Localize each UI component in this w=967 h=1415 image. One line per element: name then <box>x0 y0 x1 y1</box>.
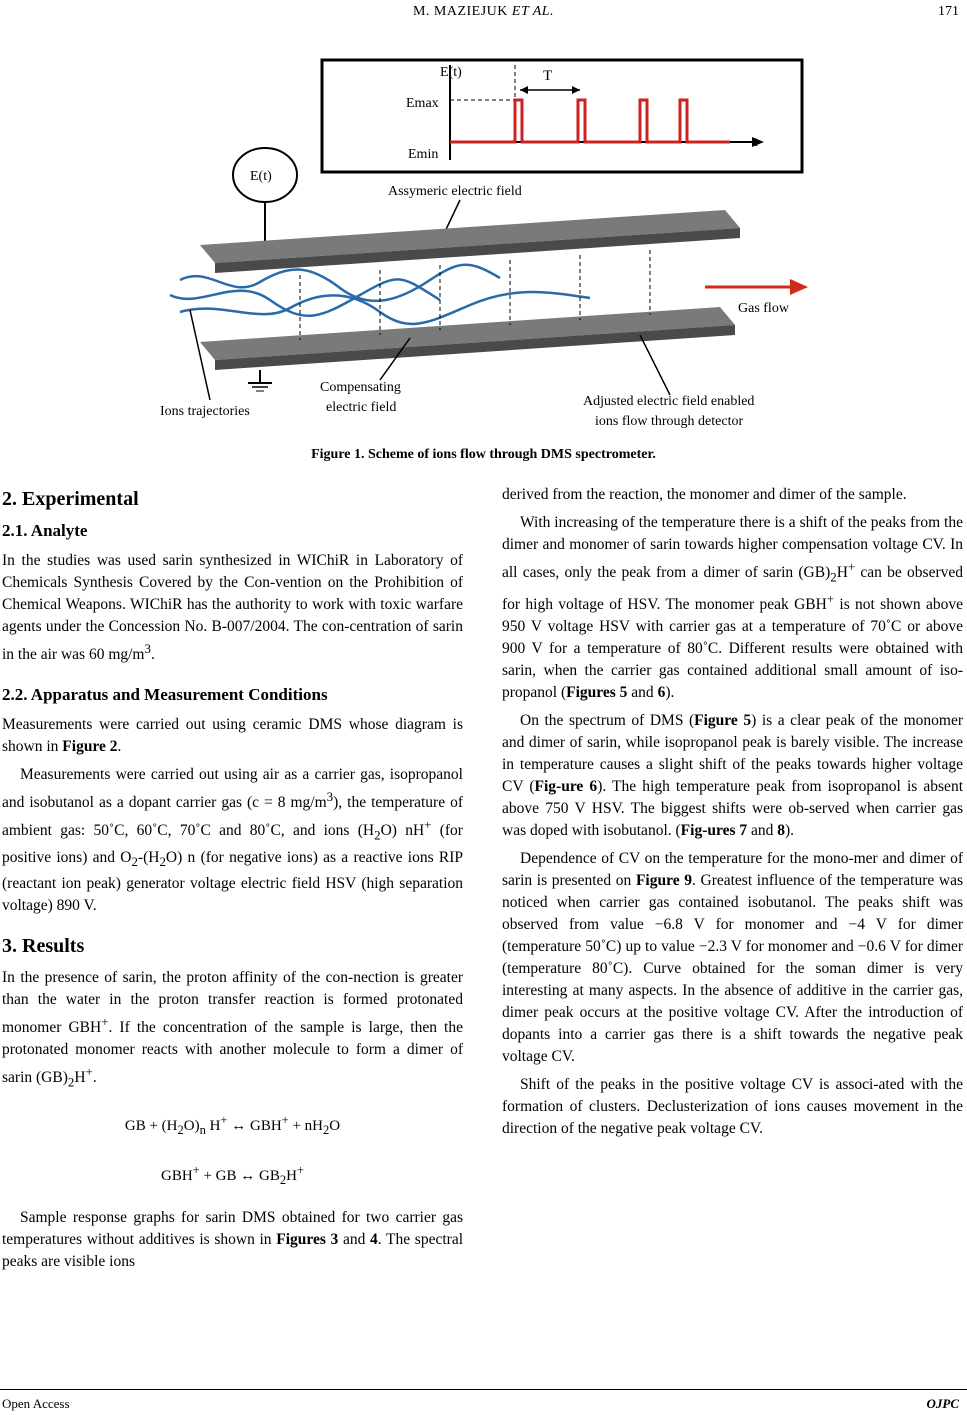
figure-4-ref: 4 <box>370 1231 378 1249</box>
footer-open-access: Open Access <box>2 1396 70 1411</box>
label-emin: Emin <box>408 147 439 162</box>
label-adjusted-1: Adjusted electric field enabled <box>583 394 755 409</box>
figure-2-ref: Figure 2 <box>62 738 118 756</box>
label-gas-flow: Gas flow <box>738 301 789 316</box>
label-compensating-1: Compensating <box>320 380 401 395</box>
paragraph-right-5: Shift of the peaks in the positive voltage CV is associ-ated with the formation of clusters. Declusterization of ions causes movement in the direction of the negative peak voltage CV. <box>502 1076 963 1138</box>
paragraph-apparatus-2: Measurements were carried out using air as a carrier gas, isopropanol and isobutanol as a dopant carrier gas (c = 8 $mg/m^3$), the temperature of ambient gas: 50˚C, 60˚C, 70˚C and 80˚C, and ions $(H_2O)$ nH+ (for positive ions) and $O_2-(H_2O)$ n (for negative ions) as a reactive ions RIP (reactant ion peak) generator voltage electric field HSV (high separation voltage) 890 V. <box>2 766 464 914</box>
adj-pointer-line <box>640 335 670 395</box>
paragraph-results-1: In the presence of sarin, the proton affinity of the con-nection is greater than the water in the proton transfer reaction is formed protonated monomer GBH+. If the concentration of the sample is large, then the protonated monomer reacts with another molecule to form a dimer of sarin $(GB)_2H^+$. <box>2 968 463 1090</box>
figure-1-diagram <box>140 50 820 440</box>
paragraph-right-4: Dependence of CV on the temperature for the mono-mer and dimer of sarin is presented on Figure 9. Greatest influence of the temperature was noticed when carrier gas contained isobutanol. The peaks shift was observed from value −6.8 V for monomer and −4 V for dimer (temperature 50˚C) up to value −2.3 V for monomer and −0.6 V for dimer (temperature 80˚C). Curve obtained for the soman dimer is very interesting at many aspects. In the absence of additive in the carrier gas, dimer peak occurs at the positive voltage CV. After the introduction of dopants into a carrier gas there is a shift towards the negative peak voltage CV. <box>502 850 964 1066</box>
label-t-axis: t <box>754 135 758 150</box>
ion-trajectory-2 <box>170 279 440 315</box>
equation-1: GB + $(H_2O)_n$ H+ ↔ $GBH^+ + nH_2O$ <box>124 1113 341 1138</box>
paragraph-right-2: With increasing of the temperature there is a shift of the peaks from the dimer and monomer of sarin towards higher compensation voltage CV. In all cases, only the peak from a dimer of sarin $(GB)_2H^+$ can be observed for high voltage of HSV. The monomer peak GBH+ is not shown above 950 V voltage HSV with carrier gas at a temperature of 70˚C or above 900 V for a temperature of 80˚C. Different results were obtained with sarin, when the carrier gas contained additional small amount of iso-propanol (Figures 5 and 6). <box>502 514 963 702</box>
running-header <box>0 4 967 20</box>
figure-5-ref: Figures 5 <box>566 684 628 702</box>
paragraph-analyte: In the studies was used sarin synthesized in WIChiR in Laboratory of Chemicals Synthesis Covered by the Con-vention on the Prohibition of Chemical Weapons. WIChiR has the authority to work with toxic warfare agents under the Concession No. B-007/2004. The con-centration of sarin in the air was 60 $mg/m^3$. <box>2 552 463 664</box>
paragraph-apparatus-1: Measurements were carried out using ceramic DMS whose diagram is shown in Figure 2. <box>2 716 463 756</box>
label-adjusted-2: ions flow through detector <box>595 414 744 429</box>
section-heading-results: 3. Results <box>2 934 85 957</box>
section-heading-experimental: 2. Experimental <box>2 488 139 510</box>
waveform-box <box>322 60 802 172</box>
subsection-heading-analyte: 2.1. Analyte <box>2 521 88 540</box>
paragraph-right-1: derived from the reaction, the monomer and dimer of the sample. <box>502 486 907 503</box>
subsection-heading-apparatus: 2.2. Apparatus and Measurement Conditions <box>2 685 328 705</box>
label-compensating-2: electric field <box>326 400 397 415</box>
ion-trajectory-3 <box>180 292 590 324</box>
paragraph-results-2: Sample response graphs for sarin DMS obtained for two carrier gas temperatures without additives is shown in Figures 3 and 4. The spectral peaks are visible ions <box>2 1209 463 1271</box>
label-t-period: T <box>543 68 553 84</box>
footer-rule <box>0 1389 967 1390</box>
right-column <box>502 484 963 1146</box>
label-emax: Emax <box>406 96 439 111</box>
ions-pointer-line <box>190 310 210 400</box>
page-number: 171 <box>938 4 959 19</box>
label-et-circle: E(t) <box>250 169 272 184</box>
period-arrow-right-icon <box>572 86 580 94</box>
label-ions-trajectories: Ions trajectories <box>160 404 250 419</box>
equation-2: GBH+ + GB ↔ $GB_2H^+$ <box>160 1163 305 1188</box>
period-arrow-left-icon <box>520 86 528 94</box>
label-et-top: E(t) <box>440 65 462 80</box>
paragraph-right-3: On the spectrum of DMS (Figure 5) is a clear peak of the monomer and dimer of sarin, while isopropanol peak is barely visible. The increase in temperature causes a slight shift of the peaks towards higher voltage CV (Fig-ure 6). The high temperature peak from isopropanol is absent above 750 V HSV. The biggest shifts were ob-served when carrier gas was doped with isobutanol. (Fig-ures 7 and 8). <box>502 712 963 840</box>
figure-6-ref: 6 <box>657 684 666 702</box>
figure-9-ref: Figure 9 <box>635 872 692 890</box>
footer-journal: OJPC <box>926 1396 959 1411</box>
header-etal: ET AL. <box>511 4 555 19</box>
left-column <box>2 484 463 1279</box>
figure-caption: Figure 1. Scheme of ions flow through DMS spectrometer. <box>311 447 656 462</box>
gas-flow-arrow-head-icon <box>790 279 808 295</box>
header-author: M. MAZIEJUK <box>412 4 508 19</box>
figure-3-ref: Figures 3 <box>276 1231 339 1249</box>
pulse-waveform <box>450 100 730 142</box>
label-asymmetric-field: Assymeric electric field <box>388 184 522 199</box>
